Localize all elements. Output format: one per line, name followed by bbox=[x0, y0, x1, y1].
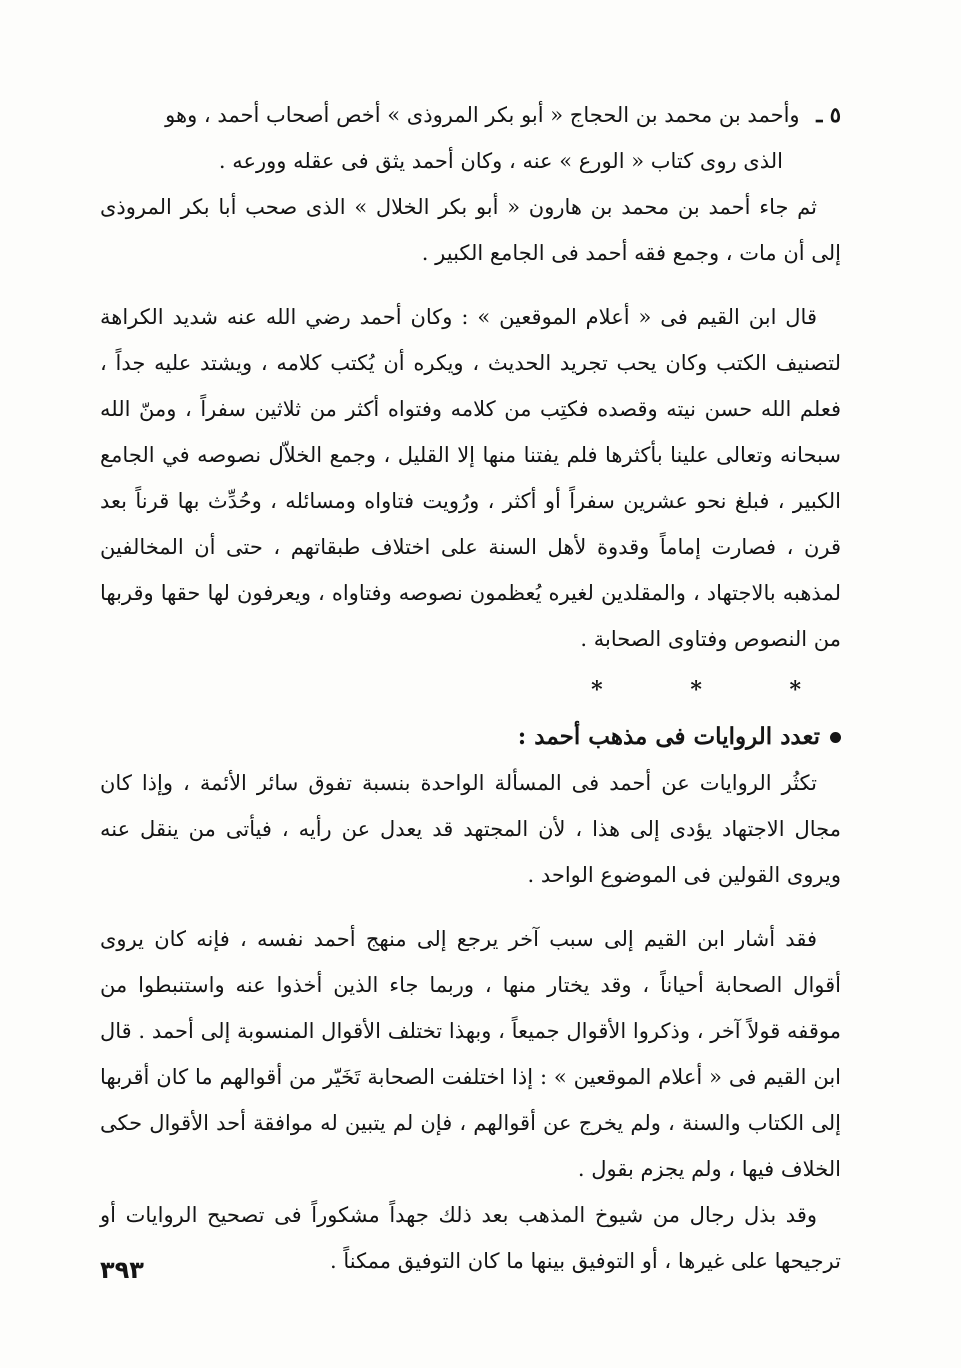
bullet-icon bbox=[830, 732, 841, 743]
paragraph-scholars: وقد بذل رجال من شيوخ المذهب بعد ذلك جهداً مشكوراً فى تصحيح الروايات أو ترجيحها على غيرها ، أو التوفيق بينها ما كان التوفيق ممكناً . bbox=[100, 1203, 841, 1273]
entry-first-line: وأحمد بن محمد بن الحجاج « أبو بكر المروذى » أخص أصحاب أحمد ، وهو bbox=[165, 103, 800, 127]
paragraph-ibn-qayyim-quote: قال ابن القيم فى « أعلام الموقعين » : وكان أحمد رضي الله عنه شديد الكراهة لتصنيف الكتب وكان يحب تجريد الحديث ، ويكره أن يُكتب كلامه ، ويشتد عليه جداً ، فعلم الله حسن نيته وقصده فكتِب من كلامه وفتواه أكثر من ثلاثين سفراً ، ومنّ الله سبحانه وتعالى علينا بأكثرها فلم يفتنا منها إلا القليل ، وجمع الخلاّل نصوصه في الجامع الكبير ، فبلغ نحو عشرين سفراً أو أكثر ، ورُويت فتاواه ومسائله ، وحُدِّث بها قرناً بعد قرن ، فصارت إماماً وقدوة لأهل السنة على اختلاف طبقاتهم ، حتى أن المخالفين لمذهبه بالاجتهاد ، والمقلدين لغيره يُعظمون نصوصه وفتاواه ، ويعرفون لها حقها وقربها من النصوص وفتاوى الصحابة . bbox=[100, 305, 841, 651]
numbered-entry bbox=[100, 92, 841, 138]
section-heading-text: تعدد الروايات فى مذهب أحمد : bbox=[517, 723, 820, 750]
spacer bbox=[100, 898, 841, 916]
paragraph-other-reason: فقد أشار ابن القيم إلى سبب آخر يرجع إلى منهج أحمد نفسه ، فإنه كان يروى أقوال الصحابة أحياناً ، وقد يختار منها ، وربما جاء الذين أخذوا عنه واستنبطوا من موقفه قولاً آخر ، وذكروا الأقوال جميعاً ، وبهذا تختلف الأقوال المنسوبة إلى أحمد . قال ابن القيم فى « أعلام الموقعين » : إذا اختلفت الصحابة تَخَيّر من أقوالهم ما كان أقربها إلى الكتاب والسنة ، ولم يخرج عن أقوالهم ، فإن لم يتبين له موافقة أحد الأقوال حكى الخلاف فيها ، ولم يجزم بقول . bbox=[100, 927, 841, 1181]
entry-number: ٥ ـ bbox=[816, 102, 841, 127]
entry-continuation: الذى روى كتاب « الورع » عنه ، وكان أحمد يثق فى عقله وورعه . bbox=[218, 149, 783, 173]
section-heading bbox=[100, 714, 841, 760]
page-number: ٣٩٣ bbox=[100, 1256, 144, 1284]
paragraph-khallal: ثم جاء أحمد بن محمد بن هارون « أبو بكر الخلال » الذى صحب أبا بكر المروذى إلى أن مات ، وجمع فقه أحمد فى الجامع الكبير . bbox=[100, 195, 841, 265]
paragraph-multiplicity: تكثُر الروايات عن أحمد فى المسألة الواحدة بنسبة تفوق سائر الأئمة ، وإذا كان مجال الاجتهاد يؤدى إلى هذا ، لأن المجتهد قد يعدل عن رأيه ، فيأتى من ينقل عنه ويروى القولين فى الموضوع الواحد . bbox=[100, 771, 841, 887]
page-body bbox=[100, 92, 841, 1284]
section-separator: * * * bbox=[591, 677, 841, 703]
spacer bbox=[100, 276, 841, 294]
